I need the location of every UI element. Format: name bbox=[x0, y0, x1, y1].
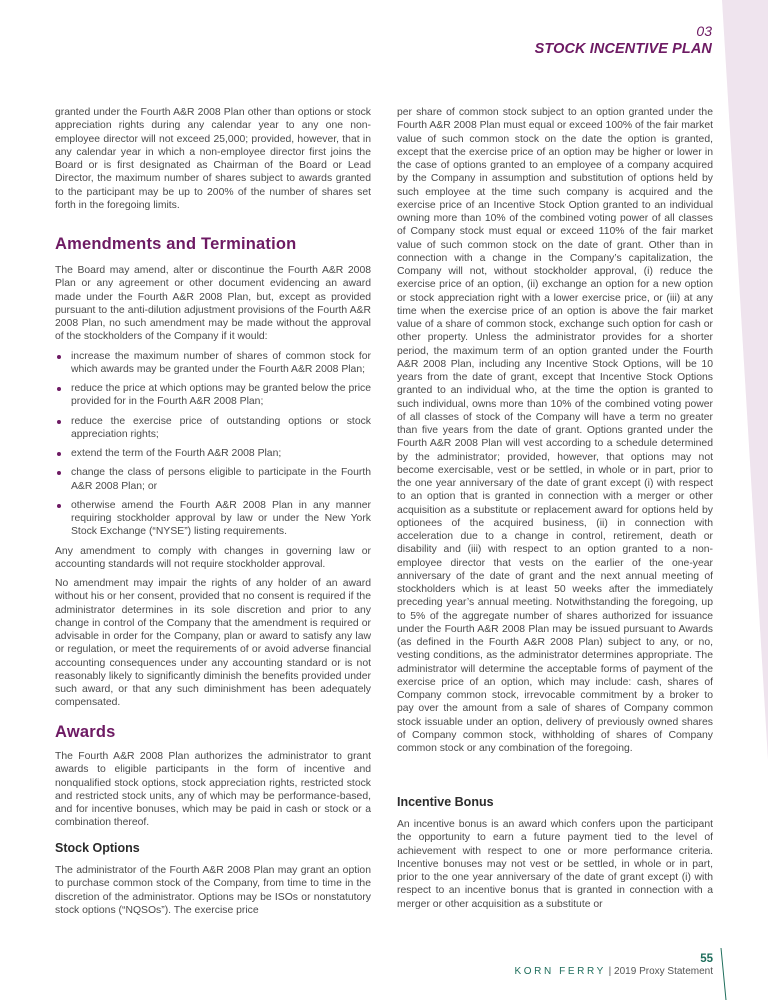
amendments-paragraph: Any amendment to comply with changes in governing law or accounting standards will not require stockholder approval. bbox=[55, 545, 371, 570]
stock-options-paragraph: The administrator of the Fourth A&R 2008 Plan may grant an option to purchase common stock of the Company, from time to time in the discretion of the administrator. Options may be ISOs or nonstatutory stock options (“NQSOs”). The exercise price bbox=[55, 865, 371, 916]
list-item: reduce the price at which options may be granted below the price provided for in the Fourth A&R 2008 Plan; bbox=[55, 382, 371, 409]
footer-separator: | bbox=[608, 966, 612, 977]
incentive-bonus-paragraph: An incentive bonus is an award which confers upon the participant the opportunity to earn a future payment tied to the level of achievement with respect to one or more performance criteria. Incentive bonuses may not vest or be settled, in whole or in part, prior to the one year anniversary of the date of grant except (i) with respect to an incentive bonus that is granted in connection with a merger or other acquisition as a substitute or bbox=[397, 819, 713, 910]
stock-options-section bbox=[55, 840, 371, 923]
page-number: 55 bbox=[700, 953, 713, 965]
amendments-heading: Amendments and Termination bbox=[55, 235, 297, 253]
awards-heading: Awards bbox=[55, 723, 116, 741]
brand-logo: KORN FERRY bbox=[514, 966, 606, 977]
list-item: extend the term of the Fourth A&R 2008 Plan; bbox=[55, 447, 371, 460]
stock-options-continued-paragraph: per share of common stock subject to an option granted under the Fourth A&R 2008 Plan must equal or exceed 100% of the fair market value of such common stock on the date the option is granted, except that the exercise price of an option may be higher or lower in the case of options granted to an employee of a company acquired by the Company in assumption and substitution of options held by such employee at the time such company is acquired and the exercise price of an Incentive Stock Option granted to an individual owning more than 10% of the combined voting power of all classes of Company stock must equal or exceed 110% of the fair market value of such common stock on the date of grant. Other than in connection with a change in the Company’s capitalization, the Company will not, without stockholder approval, (i) reduce the exercise price of an option, (ii) exchange an option for a new option or stock appreciation right with a lower exercise price, or (iii) at any time when the exercise price of an option is above the fair market value of a share of common stock, exchange such option for cash or other property. Unless the administrator provides for a shorter period, the maximum term of an option granted under the Fourth A&R 2008 Plan, including any Incentive Stock Options, will be 10 years from the date of grant, except that Incentive Stock Options granted to an individual who, at the time the option is granted to such individual, owns more than 10% of the combined voting power of all classes of stock of the Company will have a term no greater than five years from the date of grant. Options granted under the Fourth A&R 2008 Plan will vest according to a schedule determined by the administrator; provided, however, that options may not become exercisable, vest or be settled, in whole or in part, prior to the one year anniversary of the date of grant except (i) with respect to an option that is granted in connection with a merger or other acquisition as a substitute or replacement award for options held by optionees of the acquired business, (ii) in connection with acceleration due to a change in control, retirement, death or disability and (iii) with respect to an option granted to a non-employee director that vests on the earlier of the one-year anniversary of the date of grant and the next annual meeting of stockholders which is at least 50 weeks after the immediately preceding year’s annual meeting. Notwithstanding the foregoing, up to 5% of the aggregate number of shares authorized for issuance under the Fourth A&R 2008 Plan may be issued pursuant to Awards (as defined in the Fourth A&R 2008 Plan) subject to any, or no, vesting conditions, as the administrator determines appropriate. The administrator will determine the acceptable forms of payment of the exercise price of an option, which may include: cash, shares of Company common stock, irrevocable commitment by a broker to pay over the amount from a sale of shares of Company common stock issuable under an option, delivery of previously owned shares of Company common stock, withholding of shares of Company common stock or any combination of the foregoing. bbox=[397, 107, 713, 754]
section-number: 03 bbox=[696, 23, 712, 39]
list-item: increase the maximum number of shares of common stock for which awards may be granted under the Fourth A&R 2008 Plan; bbox=[55, 350, 371, 377]
incentive-bonus-section bbox=[397, 794, 713, 917]
awards-paragraph: The Fourth A&R 2008 Plan authorizes the administrator to grant awards to eligible participants in the form of incentive and nonqualified stock options, stock appreciation rights, restricted stock and restricted stock units, any of which may be performance-based, and for incentive bonuses, which may be paid in cash or stock or a combination thereof. bbox=[55, 751, 371, 829]
list-item: reduce the exercise price of outstanding options or stock appreciation rights; bbox=[55, 415, 371, 442]
amendment-conditions-list bbox=[55, 350, 371, 539]
section-title: STOCK INCENTIVE PLAN bbox=[534, 41, 712, 57]
document-title: 2019 Proxy Statement bbox=[614, 966, 713, 977]
list-item: otherwise amend the Fourth A&R 2008 Plan in any manner requiring stockholder approval by law or under the New York Stock Exchange (“NYSE”) listing requirements. bbox=[55, 499, 371, 539]
left-column bbox=[55, 106, 371, 218]
list-item: change the class of persons eligible to participate in the Fourth A&R 2008 Plan; or bbox=[55, 466, 371, 493]
amendments-paragraph: The Board may amend, alter or discontinue the Fourth A&R 2008 Plan or any agreement or other document evidencing an award made under the Fourth A&R 2008 Plan, but, except as provided pursuant to the anti-dilution adjustment provisions of the Fourth A&R 2008 Plan, no such amendment may be made without the approval of the stockholders of the Company if it would: bbox=[55, 265, 371, 343]
stock-options-heading: Stock Options bbox=[55, 841, 140, 855]
right-column bbox=[397, 106, 713, 761]
amendments-paragraph: No amendment may impair the rights of any holder of an award without his or her consent, provided that no consent is required if the administrator determines in its sole discretion and prior to any change in control of the Company that the amendment is required or advisable in order for the Company, plan or award to satisfy any law or regulation, or meet the requirements of or avoid adverse financial accounting consequences under any accounting standard or is not reasonably likely to significantly diminish the benefits provided under such award, or that any such diminishment has been adequately compensated. bbox=[55, 578, 371, 709]
amendments-section bbox=[55, 234, 371, 716]
awards-section bbox=[55, 722, 371, 836]
incentive-bonus-heading: Incentive Bonus bbox=[397, 795, 494, 809]
footer bbox=[514, 966, 713, 977]
intro-paragraph: granted under the Fourth A&R 2008 Plan other than options or stock appreciation rights during any calendar year to any one non-employee director will not exceed 25,000; provided, however, that in any calendar year in which a non-employee director first joins the Board or is first designated as Chairman of the Board or Lead Director, the maximum number of shares subject to awards granted to the participant may be up to 200% of the number of shares set forth in the foregoing limits. bbox=[55, 107, 371, 211]
